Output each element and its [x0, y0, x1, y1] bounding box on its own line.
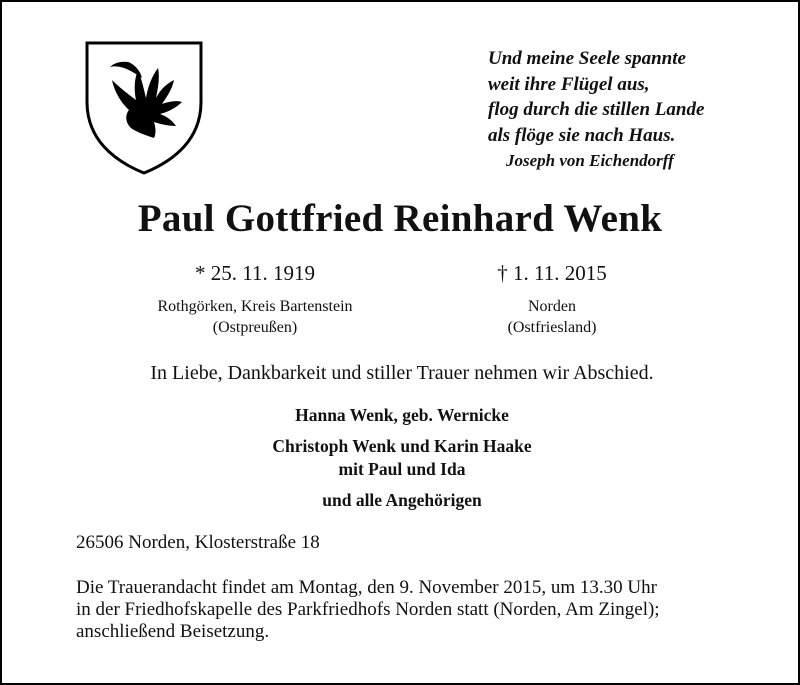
mourner-line: Christoph Wenk und Karin Haake: [272, 436, 532, 456]
death-region: (Ostfriesland): [507, 319, 597, 336]
death-info: [432, 260, 672, 338]
ceremony-line: Die Trauerandacht findet am Montag, den 9. November 2015, um 13.30 Uhr: [76, 577, 657, 598]
birth-region: (Ostpreußen): [212, 319, 298, 336]
poem-line: flog durch die stillen Lande: [488, 99, 705, 120]
ceremony-line: in der Friedhofskapelle des Parkfriedhofs Norden statt (Norden, Am Zingel);: [76, 599, 660, 620]
ceremony-line: anschließend Beisetzung.: [76, 621, 270, 642]
elk-antler-shield-icon: [84, 40, 204, 176]
farewell-text: In Liebe, Dankbarkeit und stiller Trauer nehmen wir Abschied.: [150, 362, 654, 384]
birth-place: Rothgörken, Kreis Bartenstein: [157, 298, 353, 315]
mourners-list: [2, 404, 800, 512]
poem-line: als flöge sie nach Haus.: [488, 124, 676, 146]
birth-date: * 25. 11. 1919: [195, 261, 315, 285]
mourner-line: Hanna Wenk, geb. Wernicke: [295, 405, 509, 425]
death-date: † 1. 11. 2015: [497, 261, 607, 285]
poem-author: Joseph von Eichendorff: [506, 151, 674, 170]
poem: [488, 46, 788, 174]
mourner-line: und alle Angehörigen: [322, 490, 482, 510]
ceremony-info: [76, 577, 776, 643]
deceased-name: Paul Gottfried Reinhard Wenk: [137, 197, 663, 240]
poem-line: weit ihre Flügel aus,: [488, 73, 650, 95]
address: 26506 Norden, Klosterstraße 18: [76, 532, 320, 553]
mourner-line: mit Paul und Ida: [338, 459, 466, 479]
death-place: Norden: [528, 298, 576, 315]
poem-line: Und meine Seele spannte: [488, 48, 686, 69]
birth-info: [130, 260, 380, 338]
